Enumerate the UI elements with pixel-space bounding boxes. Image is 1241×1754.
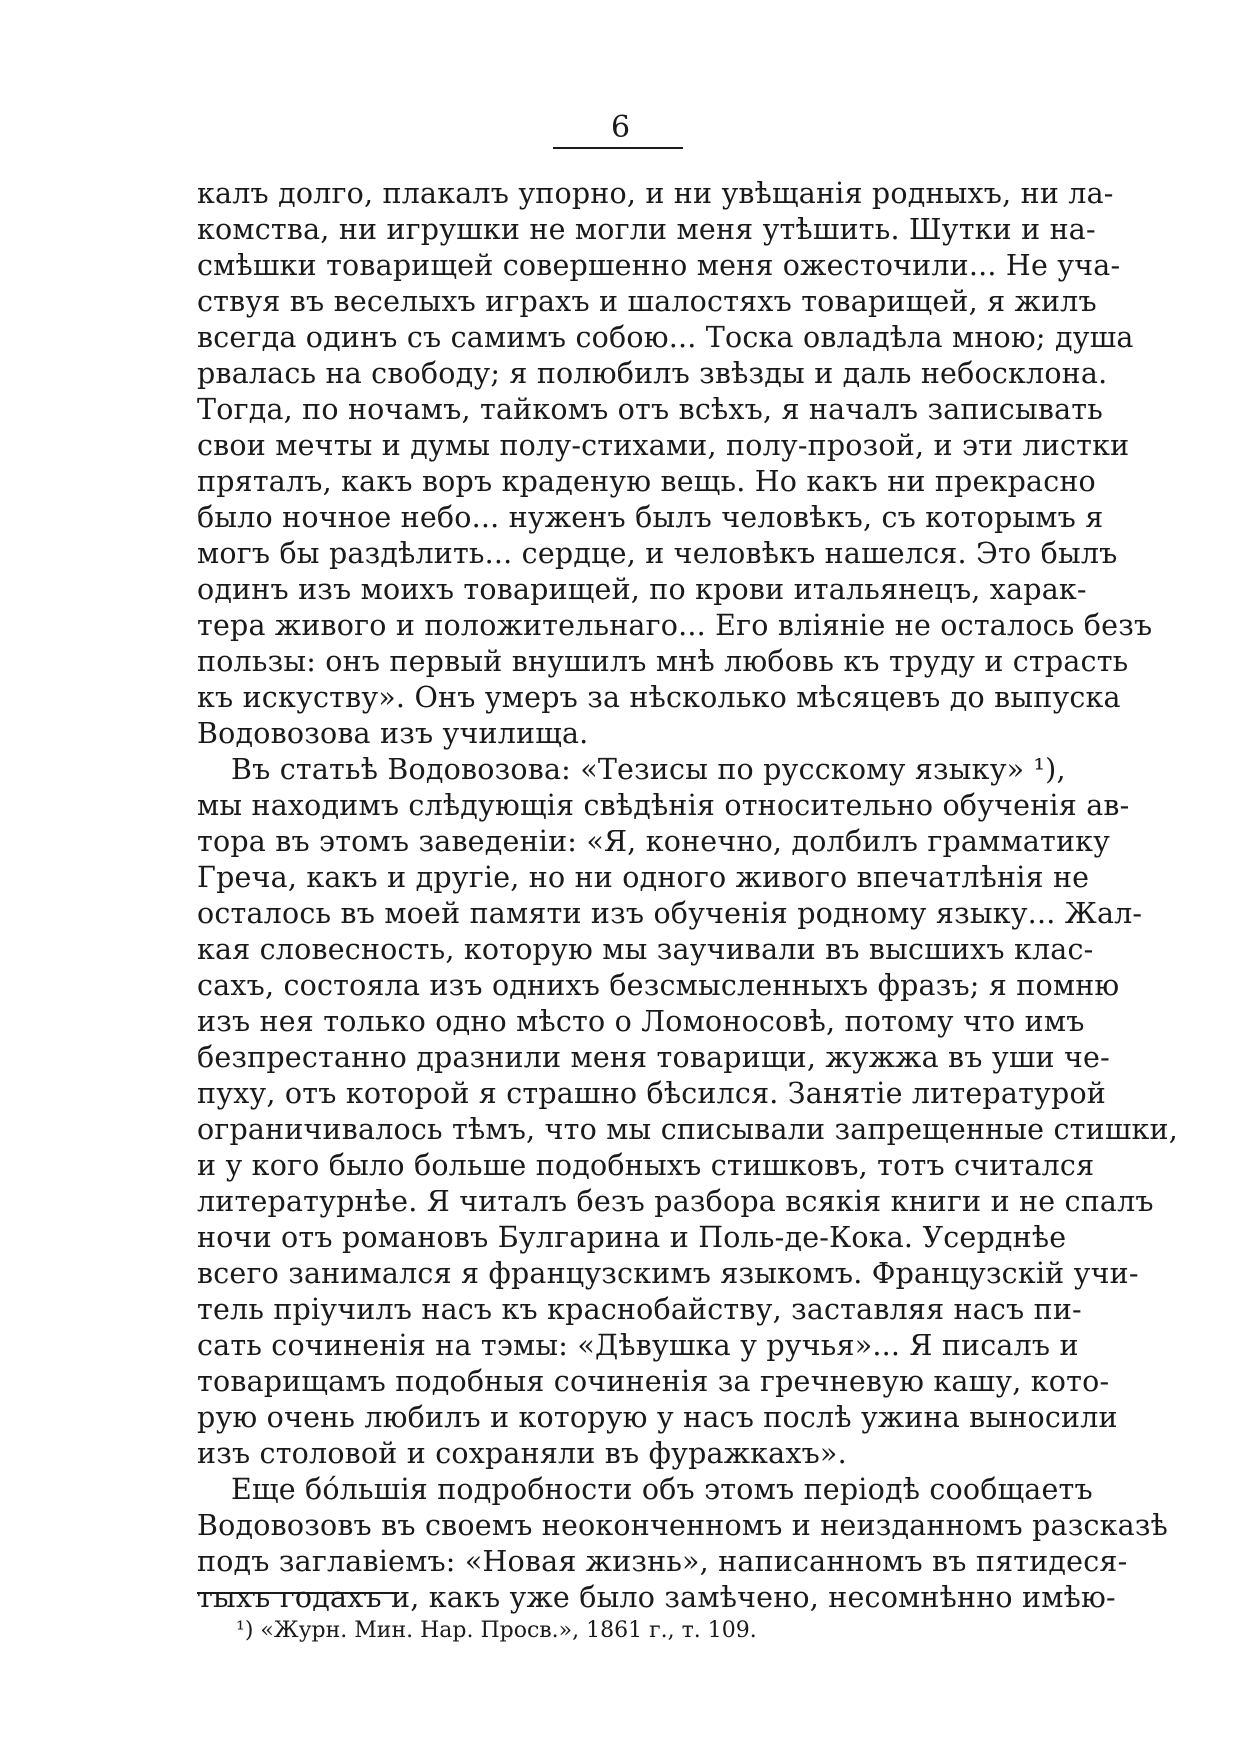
- page-number: 6: [610, 110, 631, 145]
- text-line: всегда одинъ съ самимъ собою... Тоска овладѣла мною; душа: [197, 321, 1134, 354]
- text-line: пряталъ, какъ воръ краденую вещь. Но какъ ни прекрасно: [197, 465, 1096, 498]
- text-line: къ искуству». Онъ умеръ за нѣсколько мѣсяцевъ до выпуска: [197, 681, 1121, 714]
- text-line: ограничивалось тѣмъ, что мы списывали запрещенные стишки,: [197, 1113, 1178, 1146]
- text-line: одинъ изъ моихъ товарищей, по крови итальянецъ, харак-: [197, 573, 1087, 606]
- text-line: изъ столовой и сохраняли въ фуражкахъ».: [197, 1437, 847, 1470]
- text-line: и у кого было больше подобныхъ стишковъ, тотъ считался: [197, 1149, 1095, 1182]
- text-line: осталось въ моей памяти изъ обученія родному языку... Жал-: [197, 897, 1143, 930]
- text-line: литературнѣе. Я читалъ безъ разбора всякія книги и не спалъ: [197, 1185, 1154, 1218]
- footnote: ¹) «Журн. Мин. Нар. Просв.», 1861 г., т. 109.: [236, 1618, 757, 1643]
- text-line: Водовозовъ въ своемъ неоконченномъ и неизданномъ разсказѣ: [197, 1509, 1168, 1542]
- text-line: ствуя въ веселыхъ играхъ и шалостяхъ товарищей, я жилъ: [197, 285, 1097, 318]
- header-rule: [553, 147, 683, 149]
- text-line: изъ нея только одно мѣсто о Ломоносовѣ, потому что имъ: [197, 1005, 1085, 1038]
- text-line: тера живого и положительнаго... Его вліяніе не осталось безъ: [197, 609, 1153, 642]
- text-line: рую очень любилъ и которую у насъ послѣ ужина выносили: [197, 1401, 1118, 1434]
- footnote-rule: [197, 1592, 399, 1594]
- text-line: сать сочиненія на тэмы: «Дѣвушка у ручья»... Я писалъ и: [197, 1329, 1079, 1362]
- text-line: тора въ этомъ заведеніи: «Я, конечно, долбилъ грамматику: [197, 825, 1111, 858]
- text-line: сахъ, состояла изъ однихъ безсмысленныхъ фразъ; я помню: [197, 969, 1120, 1002]
- text-line: было ночное небо... нуженъ былъ человѣкъ, съ которымъ я: [197, 501, 1104, 534]
- text-line: Греча, какъ и другіе, но ни одного живого впечатлѣнія не: [197, 861, 1090, 894]
- paragraph-start-line: Еще бо́льшія подробности объ этомъ періодѣ сообщаетъ: [231, 1473, 1093, 1506]
- text-line: Водовозова изъ училища.: [197, 717, 589, 750]
- text-line: пользы: онъ первый внушилъ мнѣ любовь къ труду и страсть: [197, 645, 1129, 678]
- text-line: ночи отъ романовъ Булгарина и Поль-де-Кока. Усерднѣе: [197, 1221, 1067, 1254]
- text-line: кая словесность, которую мы заучивали въ высшихъ клас-: [197, 933, 1094, 966]
- text-line: мы находимъ слѣдующія свѣдѣнія относительно обученія ав-: [197, 789, 1130, 822]
- text-line: подъ заглавіемъ: «Новая жизнь», написанномъ въ пятидеся-: [197, 1545, 1128, 1578]
- paragraph-start-line: Въ статьѣ Водовозова: «Тезисы по русскому языку» ¹),: [231, 753, 1066, 786]
- text-line: калъ долго, плакалъ упорно, и ни увѣщанія родныхъ, ни ла-: [197, 177, 1114, 210]
- body-text: [197, 176, 1178, 1616]
- text-line: комства, ни игрушки не могли меня утѣшить. Шутки и на-: [197, 213, 1096, 246]
- text-line: тель пріучилъ насъ къ краснобайству, заставляя насъ пи-: [197, 1293, 1082, 1326]
- text-line: тыхъ годахъ и, какъ уже было замѣчено, несомнѣнно имѣю-: [197, 1581, 1116, 1614]
- text-line: всего занимался я французскимъ языкомъ. Французскій учи-: [197, 1257, 1139, 1290]
- text-line: могъ бы раздѣлить... сердце, и человѣкъ нашелся. Это былъ: [197, 537, 1118, 570]
- text-line: безпрестанно дразнили меня товарищи, жужжа въ уши че-: [197, 1041, 1110, 1074]
- text-line: Тогда, по ночамъ, тайкомъ отъ всѣхъ, я началъ записывать: [197, 393, 1103, 426]
- text-line: рвалась на свободу; я полюбилъ звѣзды и даль небосклона.: [197, 357, 1108, 390]
- text-line: свои мечты и думы полу-стихами, полу-прозой, и эти листки: [197, 429, 1130, 462]
- text-line: пуху, отъ которой я страшно бѣсился. Занятіе литературой: [197, 1077, 1107, 1110]
- text-line: смѣшки товарищей совершенно меня ожесточили... Не уча-: [197, 249, 1121, 282]
- text-line: товарищамъ подобныя сочиненія за гречневую кашу, кото-: [197, 1365, 1110, 1398]
